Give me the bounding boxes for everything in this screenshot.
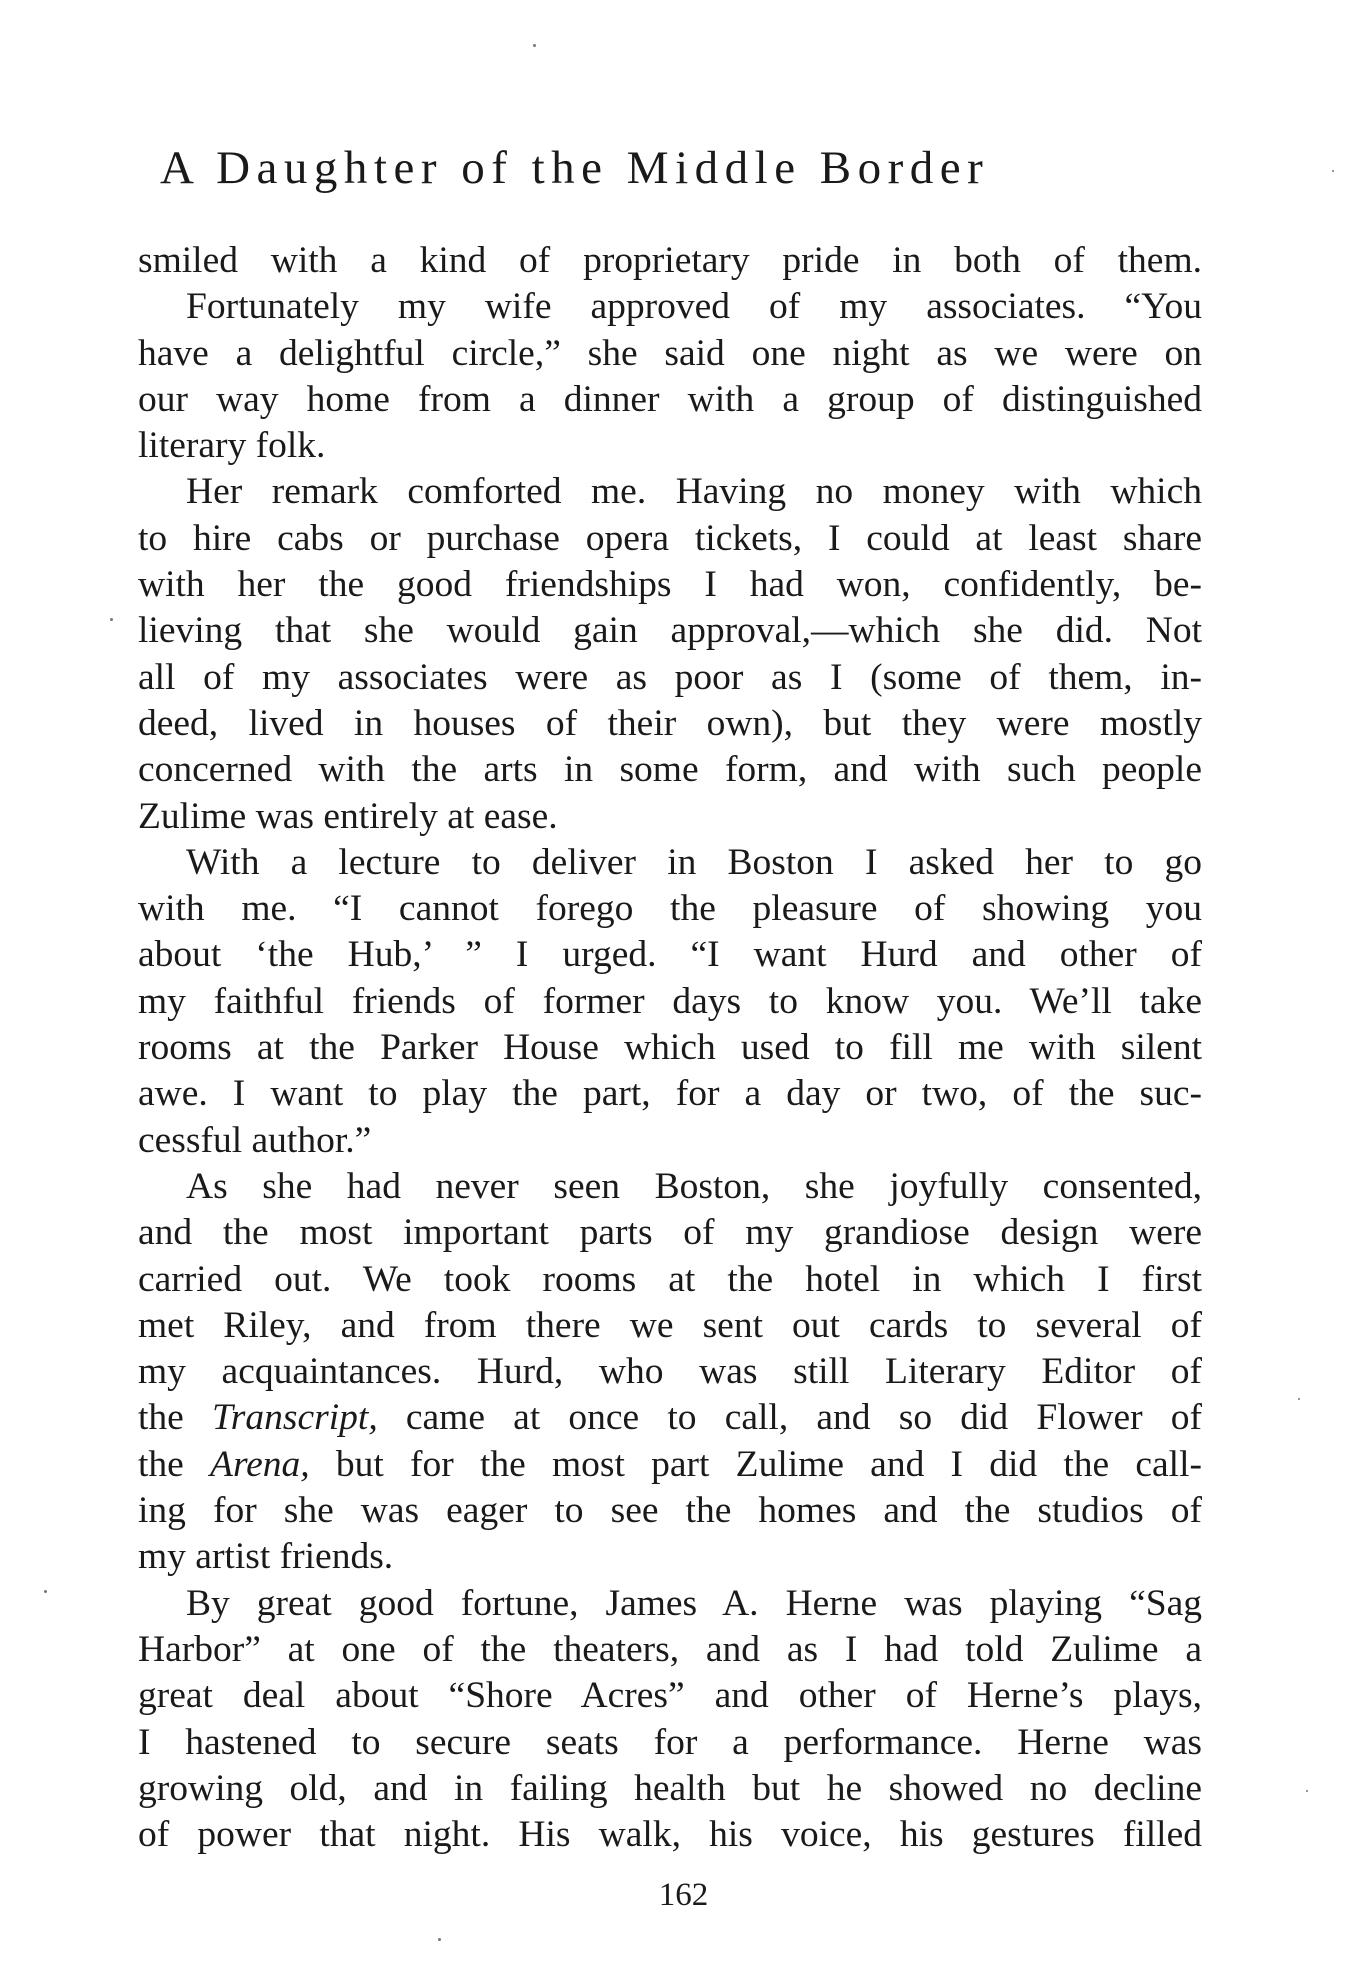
text-line: and the most important parts of my grandiose design were	[138, 1212, 1202, 1254]
paragraph-start-line: Fortunately my wife approved of my associates. “You	[186, 286, 1202, 328]
text-line-with-italic	[138, 1395, 1202, 1441]
text-line: about ‘the Hub,’ ” I urged. “I want Hurd and other of	[138, 934, 1202, 976]
paper-speck	[438, 1938, 441, 1941]
text-line: awe. I want to play the part, for a day or two, of the suc-	[138, 1073, 1202, 1115]
text-line-with-italic	[138, 1442, 1202, 1488]
text-line: with me. “I cannot forego the pleasure of showing you	[138, 888, 1202, 930]
text-line: to hire cabs or purchase opera tickets, I could at least share	[138, 517, 1202, 559]
text-line: met Riley, and from there we sent out cards to several of	[138, 1304, 1202, 1346]
text-line: all of my associates were as poor as I (some of them, in-	[138, 656, 1202, 698]
text-line: lieving that she would gain approval,—which she did. Not	[138, 610, 1202, 652]
paragraph-end-line: my artist friends.	[138, 1536, 394, 1578]
paragraph-start-line: As she had never seen Boston, she joyfully consented,	[186, 1165, 1202, 1207]
italic-title-transcript: Transcript,	[212, 1397, 378, 1439]
text-line: growing old, and in failing health but he showed no decline	[138, 1767, 1202, 1809]
line-text-before: the	[138, 1397, 184, 1439]
line-text-before: the	[138, 1443, 184, 1485]
paragraph-start-line: By great good fortune, James A. Herne was playing “Sag	[186, 1582, 1202, 1624]
text-line: rooms at the Parker House which used to fill me with silent	[138, 1027, 1202, 1069]
text-line: with her the good friendships I had won, confidently, be-	[138, 564, 1202, 606]
italic-title-arena: Arena,	[210, 1443, 310, 1485]
paper-speck	[1306, 1790, 1308, 1792]
text-line: ing for she was eager to see the homes and the studios of	[138, 1490, 1202, 1532]
text-line: have a delightful circle,” she said one night as we were on	[138, 332, 1202, 374]
paragraph-start-line: With a lecture to deliver in Boston I asked her to go	[186, 841, 1202, 883]
page-number: 162	[658, 1877, 709, 1913]
text-line: my acquaintances. Hurd, who was still Literary Editor of	[138, 1351, 1202, 1393]
paper-speck	[1298, 1398, 1300, 1400]
running-head-title: A Daughter of the Middle Border	[160, 142, 990, 194]
text-line: I hastened to secure seats for a performance. Herne was	[138, 1721, 1202, 1763]
text-line: of power that night. His walk, his voice, his gestures filled	[138, 1814, 1202, 1856]
paper-speck	[44, 1590, 47, 1593]
text-line: concerned with the arts in some form, and with such people	[138, 749, 1202, 791]
paragraph-start-line: Her remark comforted me. Having no money with which	[186, 471, 1202, 513]
text-line: carried out. We took rooms at the hotel in which I first	[138, 1258, 1202, 1300]
text-line: smiled with a kind of proprietary pride in both of them.	[138, 240, 1202, 281]
body-text	[138, 238, 1202, 1858]
text-line: great deal about “Shore Acres” and other of Herne’s plays,	[138, 1675, 1202, 1717]
text-line: our way home from a dinner with a group of distinguished	[138, 378, 1202, 420]
paragraph-end-line: literary folk.	[138, 425, 326, 467]
paper-speck	[1332, 170, 1334, 172]
paper-speck	[533, 44, 536, 47]
line-text-after: came at once to call, and so did Flower of	[405, 1397, 1203, 1439]
line-text-after: but for the most part Zulime and I did the call-	[335, 1443, 1203, 1485]
paragraph-end-line: cessful author.”	[138, 1119, 372, 1161]
paragraph-end-line: Zulime was entirely at ease.	[138, 795, 558, 837]
paper-speck	[110, 618, 113, 621]
text-line: my faithful friends of former days to know you. We’ll take	[138, 980, 1202, 1022]
text-line: deed, lived in houses of their own), but they were mostly	[138, 702, 1202, 744]
text-line: Harbor” at one of the theaters, and as I had told Zulime a	[138, 1628, 1202, 1670]
